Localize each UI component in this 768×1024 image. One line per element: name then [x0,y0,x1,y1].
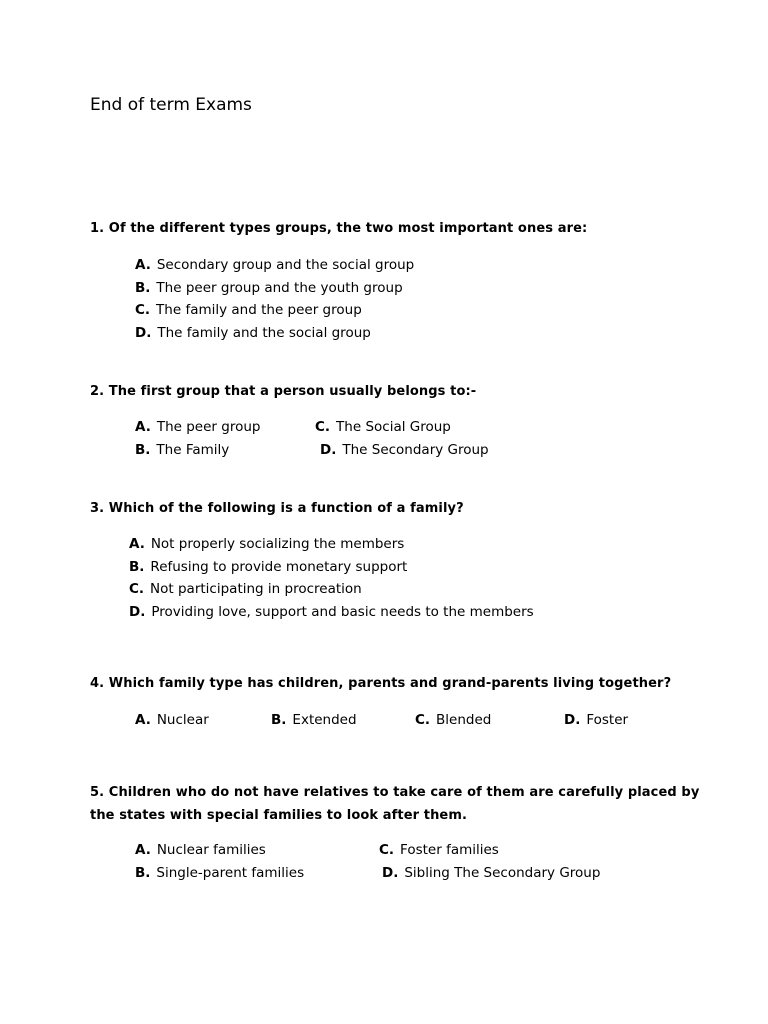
option-text: Single-parent families [156,865,305,881]
option-text: The Secondary Group [342,442,489,458]
option-text: The family and the peer group [156,302,362,318]
option-letter: A. [129,536,145,552]
option-text: The peer group and the youth group [156,280,403,296]
option-letter: B. [271,712,287,728]
option-letter: A. [135,842,151,858]
option-letter: C. [379,842,395,858]
question-1-text: 1. Of the different types groups, the two most important ones are: [90,221,588,236]
question-5-option-b [135,865,304,881]
question-1-option-c [135,302,362,318]
question-4-option-c [415,712,491,728]
option-text: The Family [156,442,230,458]
option-letter: C. [415,712,431,728]
question-4-option-a [135,712,209,728]
option-text: Extended [292,712,357,728]
option-text: Not participating in procreation [150,581,362,597]
option-letter: D. [135,325,152,341]
option-text: The Social Group [336,419,451,435]
option-letter: C. [135,302,151,318]
question-3-option-a [129,536,404,552]
option-letter: B. [135,442,151,458]
option-text: Refusing to provide monetary support [150,559,408,575]
question-2-option-b [135,442,229,458]
question-3-option-c [129,581,362,597]
option-text: Sibling The Secondary Group [404,865,601,881]
question-4-option-d [564,712,628,728]
option-text: Nuclear families [156,842,266,858]
question-4-option-b [271,712,357,728]
option-text: Nuclear [156,712,209,728]
option-letter: D. [320,442,337,458]
option-text: Secondary group and the social group [156,257,415,273]
question-1-option-d [135,325,371,341]
option-text: Not properly socializing the members [150,536,405,552]
option-text: Providing love, support and basic needs to the members [151,604,534,620]
option-letter: B. [129,559,145,575]
option-letter: B. [135,865,151,881]
question-5-option-a [135,842,266,858]
question-3-option-b [129,559,407,575]
question-5-option-d [382,865,600,881]
question-4-text: 4. Which family type has children, parents and grand-parents living together? [90,676,672,691]
option-text: The peer group [156,419,261,435]
option-letter: A. [135,419,151,435]
option-text: Blended [436,712,492,728]
option-letter: C. [315,419,331,435]
option-text: Foster families [400,842,499,858]
question-2-option-a [135,419,260,435]
option-letter: C. [129,581,145,597]
question-2-option-d [320,442,489,458]
question-2-option-c [315,419,451,435]
question-5-text: 5. Children who do not have relatives to take care of them are carefully placed by the states with special families to look after them. [90,785,700,823]
option-letter: A. [135,257,151,273]
option-letter: A. [135,712,151,728]
option-letter: D. [129,604,146,620]
option-letter: D. [564,712,581,728]
question-1-option-a [135,257,414,273]
option-text: Foster [586,712,629,728]
option-letter: B. [135,280,151,296]
question-3-option-d [129,604,534,620]
question-3-text: 3. Which of the following is a function of a family? [90,501,464,516]
question-2-text: 2. The first group that a person usually belongs to:- [90,384,477,399]
question-5-option-c [379,842,499,858]
option-text: The family and the social group [157,325,371,341]
option-letter: D. [382,865,399,881]
page-title: End of term Exams [90,95,252,115]
question-1-option-b [135,280,403,296]
